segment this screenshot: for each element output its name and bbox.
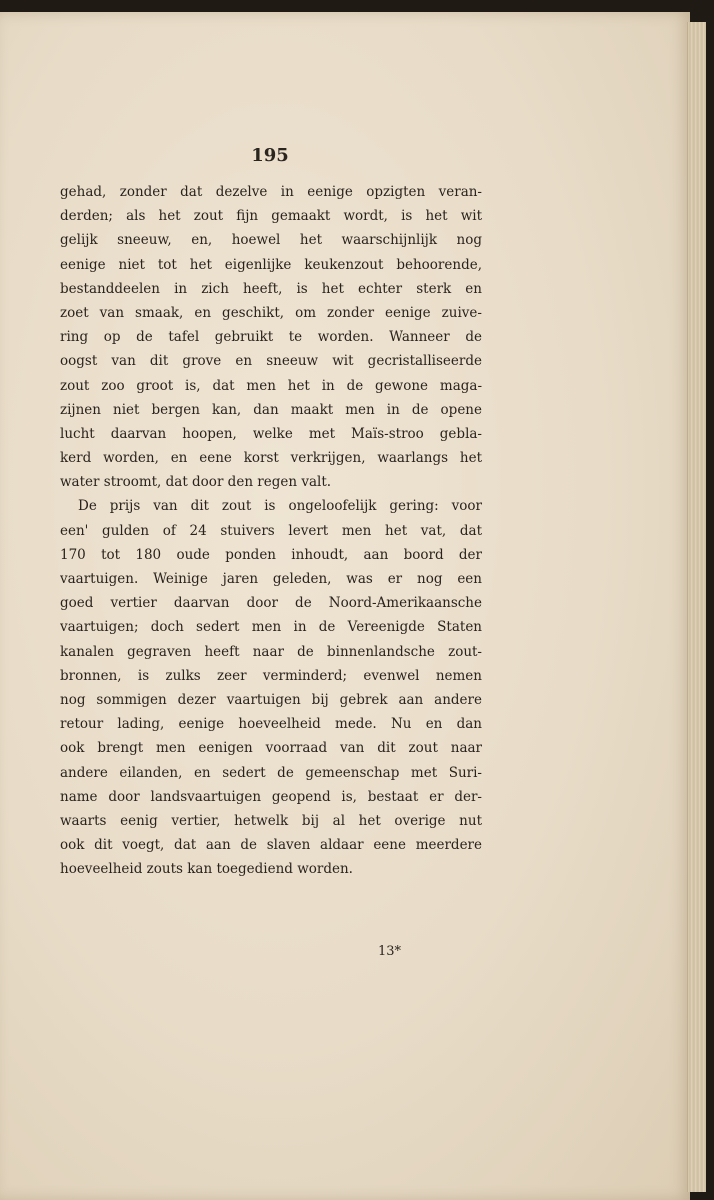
text-line: derden; als het zout fijn gemaakt wordt, is het wit <box>60 208 482 225</box>
text-line: ook dit voegt, dat aan de slaven aldaar eene meerdere <box>60 837 482 854</box>
text-line: name door landsvaartuigen geopend is, bestaat er der- <box>60 788 482 805</box>
text-line: kanalen gegraven heeft naar de binnenlandsche zout- <box>60 643 482 660</box>
text-line: andere eilanden, en sedert de gemeenschap met Suri- <box>60 764 482 781</box>
text-line: oogst van dit grove en sneeuw wit gecristalliseerde <box>60 353 482 370</box>
text-line: hoeveelheid zouts kan toegediend worden. <box>60 861 353 878</box>
text-line: vaartuigen; doch sedert men in de Vereenigde Staten <box>60 619 482 636</box>
text-line: 170 tot 180 oude ponden inhoudt, aan boord der <box>60 546 482 563</box>
text-line: water stroomt, dat door den regen valt. <box>60 474 332 491</box>
text-line: lucht daarvan hoopen, welke met Maïs-stroo gebla- <box>60 425 482 442</box>
text-line: kerd worden, en eene korst verkrijgen, waarlangs het <box>60 450 482 467</box>
text-line: gelijk sneeuw, en, hoewel het waarschijnlijk nog <box>60 232 482 249</box>
text-line: eenige niet tot het eigenlijke keukenzout behoorende, <box>60 256 482 273</box>
text-line: waarts eenig vertier, hetwelk bij al het overige nut <box>60 812 482 829</box>
body-text <box>60 180 482 881</box>
text-line: retour lading, eenige hoeveelheid mede. Nu en dan <box>60 716 482 733</box>
page-number: 195 <box>251 145 289 166</box>
signature-mark: 13* <box>378 944 402 959</box>
text-line: ook brengt men eenigen voorraad van dit zout naar <box>60 740 482 757</box>
text-line: goed vertier daarvan door de Noord-Amerikaansche <box>60 595 482 612</box>
text-line: bronnen, is zulks zeer verminderd; evenwel nemen <box>60 667 482 684</box>
text-line: ring op de tafel gebruikt te worden. Wanneer de <box>60 329 482 346</box>
text-line: zijnen niet bergen kan, dan maakt men in de opene <box>60 401 482 418</box>
page-edge <box>687 22 706 1192</box>
text-line: zout zoo groot is, dat men het in de gewone maga- <box>60 377 482 394</box>
text-line: De prijs van dit zout is ongeloofelijk gering: voor <box>78 498 482 515</box>
text-line: een' gulden of 24 stuivers levert men het vat, dat <box>60 522 482 539</box>
text-line: gehad, zonder dat dezelve in eenige opzigten veran- <box>60 184 482 200</box>
text-line: vaartuigen. Weinige jaren geleden, was er nog een <box>60 571 482 587</box>
text-line: zoet van smaak, en geschikt, om zonder eenige zuive- <box>60 304 482 321</box>
text-line: nog sommigen dezer vaartuigen bij gebrek aan andere <box>60 691 482 708</box>
text-line: bestanddeelen in zich heeft, is het echter sterk en <box>60 280 482 297</box>
